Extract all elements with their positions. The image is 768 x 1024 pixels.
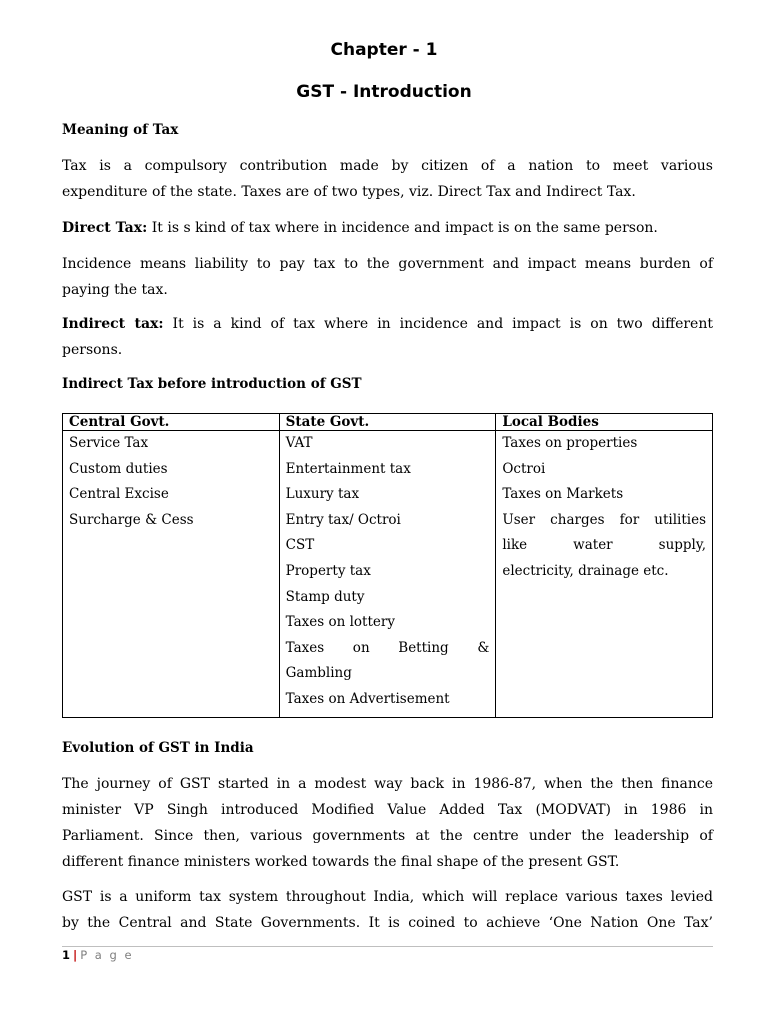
list-item: Custom duties <box>69 460 168 477</box>
paragraph-line: different finance ministers worked towards the final shape of the present GST. <box>62 854 620 870</box>
evolution-paragraph <box>62 771 713 875</box>
column-header-central: Central Govt. <box>63 414 280 431</box>
indirect-tax-paragraph <box>62 311 713 363</box>
list-item: like water supply, <box>502 537 706 554</box>
state-govt-cell <box>279 431 496 718</box>
list-item: Gambling <box>285 665 352 682</box>
paragraph-line: expenditure of the state. Taxes are of two types, viz. Direct Tax and Indirect Tax. <box>62 184 636 200</box>
list-item: Property tax <box>285 562 371 579</box>
list-item: Octroi <box>502 460 546 477</box>
paragraph-line: GST is a uniform tax system throughout India, which will replace various taxes levied <box>62 889 713 905</box>
direct-tax-paragraph <box>62 215 713 241</box>
list-item: Taxes on properties <box>502 435 638 451</box>
column-header-state: State Govt. <box>279 414 496 431</box>
list-item: Luxury tax <box>285 486 360 503</box>
incidence-paragraph <box>62 251 713 303</box>
footer-separator: | <box>73 948 78 962</box>
paragraph-line: Tax is a compulsory contribution made by citizen of a nation to meet various <box>62 158 713 174</box>
table-heading: Indirect Tax before introduction of GST <box>62 376 362 392</box>
list-item: Stamp duty <box>285 588 365 605</box>
list-item: Taxes on Markets <box>502 486 624 503</box>
paragraph-line: by the Central and State Governments. It is coined to achieve ‘One Nation One Tax’ <box>62 915 713 931</box>
list-item: VAT <box>285 435 313 451</box>
table-row <box>63 431 713 718</box>
page-footer <box>62 948 134 962</box>
list-item: Taxes on Betting & <box>285 639 490 656</box>
footer-divider <box>62 946 713 947</box>
evolution-heading: Evolution of GST in India <box>62 740 254 756</box>
indirect-tax-lead: Indirect tax: <box>62 316 164 332</box>
paragraph-line: paying the tax. <box>62 282 168 298</box>
page-label: P a g e <box>80 948 134 962</box>
list-item: Entertainment tax <box>285 460 411 477</box>
list-item: Service Tax <box>69 435 149 451</box>
central-govt-cell <box>63 431 280 718</box>
list-item: Taxes on Advertisement <box>285 690 450 707</box>
list-item: electricity, drainage etc. <box>502 562 669 579</box>
list-item: Central Excise <box>69 486 169 503</box>
paragraph-line: Incidence means liability to pay tax to the government and impact means burden of <box>62 256 713 272</box>
page-title: GST - Introduction <box>296 82 472 102</box>
uniform-tax-paragraph <box>62 884 713 936</box>
list-item: Entry tax/ Octroi <box>285 511 401 528</box>
table-header-row <box>63 414 713 431</box>
paragraph-line: Parliament. Since then, various governments at the centre under the leadership of <box>62 828 713 844</box>
direct-tax-text: It is s kind of tax where in incidence and impact is on the same person. <box>147 220 658 236</box>
list-item: Surcharge & Cess <box>69 511 194 528</box>
list-item: Taxes on lottery <box>285 614 395 631</box>
meaning-heading: Meaning of Tax <box>62 122 179 138</box>
indirect-tax-text: It is a kind of tax where in incidence and impact is on two different <box>163 316 713 332</box>
paragraph-line: minister VP Singh introduced Modified Value Added Tax (MODVAT) in 1986 in <box>62 802 713 818</box>
list-item: User charges for utilities <box>502 511 706 528</box>
indirect-tax-table <box>62 413 713 718</box>
paragraph-line: The journey of GST started in a modest way back in 1986-87, when the then finance <box>62 776 713 792</box>
page-number: 1 <box>62 948 71 962</box>
meaning-paragraph <box>62 153 713 205</box>
list-item: CST <box>285 537 315 554</box>
direct-tax-lead: Direct Tax: <box>62 220 148 236</box>
column-header-local: Local Bodies <box>496 414 713 431</box>
chapter-title: Chapter - 1 <box>330 40 438 60</box>
local-bodies-cell <box>496 431 713 718</box>
paragraph-line: persons. <box>62 342 123 358</box>
